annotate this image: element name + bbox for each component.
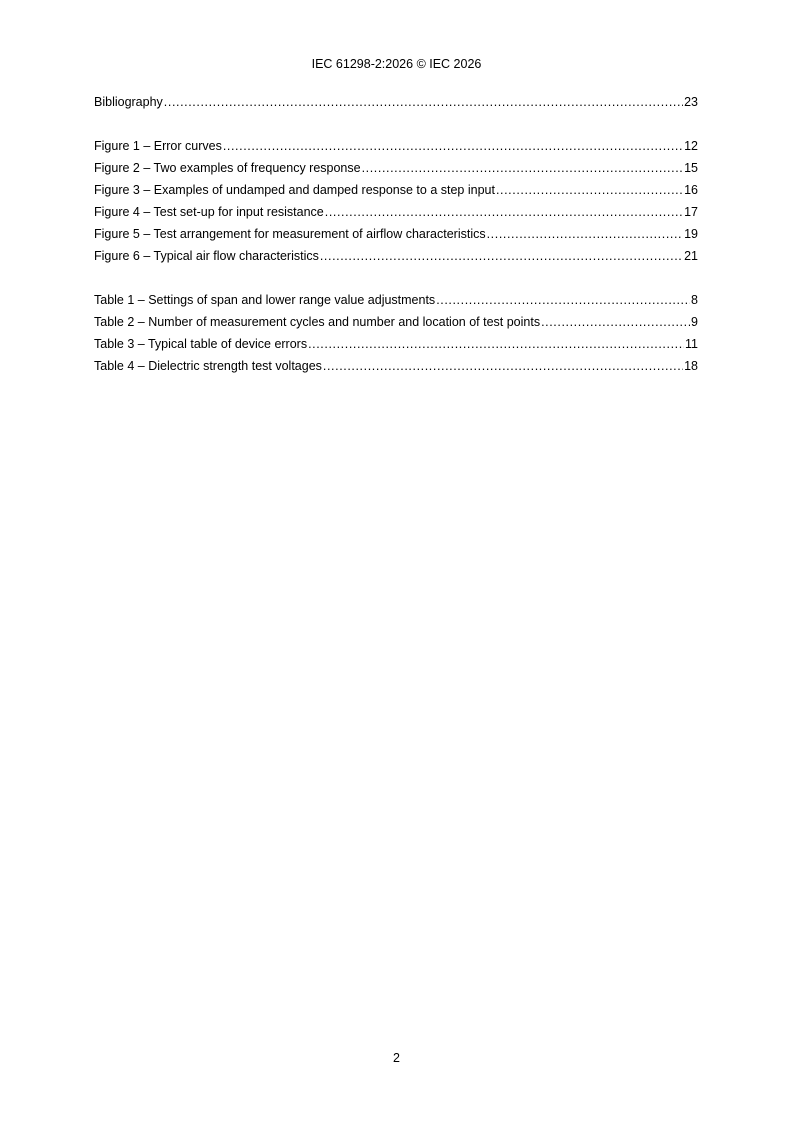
toc-entry-figure-5[interactable] bbox=[94, 226, 698, 248]
toc-entry-title: Table 2 – Number of measurement cycles and number and location of test points bbox=[94, 315, 541, 329]
toc-entry-title: Figure 2 – Two examples of frequency response bbox=[94, 161, 361, 175]
toc-entry-title: Figure 6 – Typical air flow characteristics bbox=[94, 249, 319, 263]
toc-entry-figure-4[interactable] bbox=[94, 204, 698, 226]
toc-bibliography-group bbox=[94, 94, 698, 116]
toc-dot-leader bbox=[323, 358, 683, 374]
toc-entry-title: Table 3 – Typical table of device errors bbox=[94, 337, 308, 351]
toc-entry-table-2[interactable] bbox=[94, 314, 698, 336]
toc-dot-leader bbox=[164, 94, 683, 110]
toc-entry-title: Table 1 – Settings of span and lower range value adjustments bbox=[94, 293, 436, 307]
toc-tables-group bbox=[94, 292, 698, 380]
toc-entry-page: 21 bbox=[684, 249, 698, 263]
toc-entry-page: 17 bbox=[684, 205, 698, 219]
toc-entry-table-3[interactable] bbox=[94, 336, 698, 358]
toc-entry-title: Figure 3 – Examples of undamped and damped response to a step input bbox=[94, 183, 495, 197]
toc-entry-figure-2[interactable] bbox=[94, 160, 698, 182]
toc-entry-table-1[interactable] bbox=[94, 292, 698, 314]
toc-dot-leader bbox=[496, 182, 683, 198]
page-number: 2 bbox=[393, 1051, 400, 1065]
toc-entry-page: 16 bbox=[684, 183, 698, 197]
toc-entry-figure-6[interactable] bbox=[94, 248, 698, 270]
toc-entry-page: 18 bbox=[684, 359, 698, 373]
toc-entry-figure-1[interactable] bbox=[94, 138, 698, 160]
toc-dot-leader bbox=[436, 292, 690, 308]
toc-dot-leader bbox=[308, 336, 684, 352]
toc-entry-bibliography[interactable] bbox=[94, 94, 698, 116]
toc-entry-title: Figure 5 – Test arrangement for measurement of airflow characteristics bbox=[94, 227, 486, 241]
toc-entry-figure-3[interactable] bbox=[94, 182, 698, 204]
table-of-contents bbox=[94, 94, 698, 380]
toc-dot-leader bbox=[487, 226, 683, 242]
toc-dot-leader bbox=[325, 204, 683, 220]
toc-dot-leader bbox=[362, 160, 684, 176]
toc-dot-leader bbox=[320, 248, 683, 264]
toc-entry-page: 9 bbox=[691, 315, 698, 329]
toc-entry-title: Figure 4 – Test set-up for input resistance bbox=[94, 205, 324, 219]
toc-entry-title: Figure 1 – Error curves bbox=[94, 139, 222, 153]
toc-entry-table-4[interactable] bbox=[94, 358, 698, 380]
toc-figures-group bbox=[94, 138, 698, 270]
toc-entry-title: Table 4 – Dielectric strength test voltages bbox=[94, 359, 322, 373]
toc-entry-page: 19 bbox=[684, 227, 698, 241]
toc-entry-page: 8 bbox=[691, 293, 698, 307]
toc-dot-leader bbox=[541, 314, 690, 330]
toc-entry-title: Bibliography bbox=[94, 95, 163, 109]
toc-entry-page: 23 bbox=[684, 95, 698, 109]
toc-entry-page: 11 bbox=[685, 337, 698, 351]
page-header: IEC 61298-2:2026 © IEC 2026 bbox=[311, 57, 482, 71]
toc-entry-page: 12 bbox=[684, 139, 698, 153]
toc-entry-page: 15 bbox=[684, 161, 698, 175]
toc-dot-leader bbox=[223, 138, 683, 154]
